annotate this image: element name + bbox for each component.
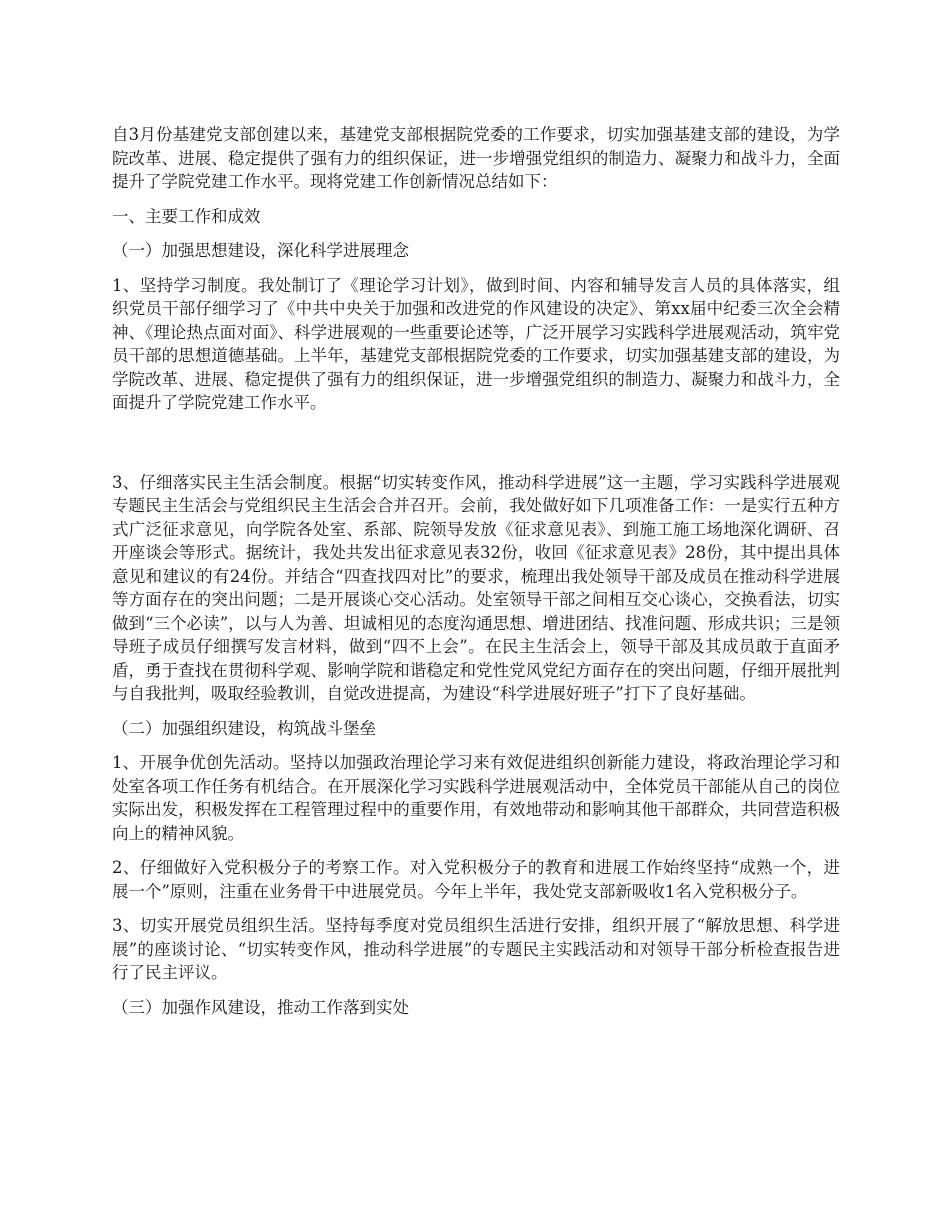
section-heading-main-work: 一、主要工作和成效 bbox=[112, 206, 261, 226]
paragraph-democratic-life: 3、仔细落实民主生活会制度。根据“切实转变作风，推动科学进展”这一主题，学习实践科学进展观专题民主生活会与党组织民主生活会合并召开。会前，我处做好如下几项准备工作：一是实行五种方式广泛征求意见，向学院各处室、系部、院领导发放《征求意见表》、到施工施工场地深化调研、召开座谈会等形式。据统计，我处共发出征求意见表32份，收回《征求意见表》28份，其中提出具体意见和建议的有24份。并结合“四查找四对比”的要求，梳理出我处领导干部及成员在推动科学进展等方面存在的突出问题；二是开展谈心交心活动。处室领导干部之间相互交心谈心，交换看法，切实做到“三个必读”，以与人为善、坦诚相见的态度沟通思想、增进团结、找准问题、形成共识；三是领导班子成员仔细撰写发言材料，做到“四不上会”。在民主生活会上，领导干部及其成员敢于直面矛盾，勇于查找在贯彻科学观、影响学院和谐稳定和党性党风党纪方面存在的突出问题，仔细开展批判与自我批判，吸取经验教训，自觉改进提高，为建设“科学进展好班子”打下了良好基础。 bbox=[112, 472, 840, 703]
paragraph-party-activists: 2、仔细做好入党积极分子的考察工作。对入党积极分子的教育和进展工作始终坚持“成熟一个，进展一个”原则，注重在业务骨干中进展党员。今年上半年，我处党支部新吸收1名入党积极分子。 bbox=[112, 858, 840, 901]
intro-paragraph: 自3月份基建党支部创建以来，基建党支部根据院党委的工作要求，切实加强基建支部的建设，为学院改革、进展、稳定提供了强有力的组织保证，进一步增强党组织的制造力、凝聚力和战斗力，全面提升了学院党建工作水平。现将党建工作创新情况总结如下： bbox=[112, 125, 840, 191]
subsection-heading-organization: （二）加强组织建设，构筑战斗堡垒 bbox=[112, 718, 376, 738]
paragraph-excellence-activity: 1、开展争优创先活动。坚持以加强政治理论学习来有效促进组织创新能力建设，将政治理论学习和处室各项工作任务有机结合。在开展深化学习实践科学进展观活动中，全体党员干部能从自己的岗位实际出发，积极发挥在工程管理过程中的重要作用，有效地带动和影响其他干部群众，共同营造积极向上的精神风貌。 bbox=[112, 753, 840, 843]
subsection-heading-work-style: （三）加强作风建设，推动工作落到实处 bbox=[112, 997, 409, 1017]
paragraph-organization-life: 3、切实开展党员组织生活。坚持每季度对党员组织生活进行安排，组织开展了“解放思想、科学进展”的座谈讨论、“切实转变作风，推动科学进展”的专题民主实践活动和对领导干部分析检查报告进行了民主评议。 bbox=[112, 916, 840, 982]
subsection-heading-ideology: （一）加强思想建设，深化科学进展理念 bbox=[112, 241, 409, 260]
paragraph-study-system: 1、坚持学习制度。我处制订了《理论学习计划》，做到时间、内容和辅导发言人员的具体落实，组织党员干部仔细学习了《中共中央关于加强和改进党的作风建设的决定》、第xx届中纪委三次全会精神、《理论热点面对面》、科学进展观的一些重要论述等，广泛开展学习实践科学进展观活动，筑牢党员干部的思想道德基础。上半年，基建党支部根据院党委的工作要求，切实加强基建支部的建设，为学院改革、进展、稳定提供了强有力的组织保证，进一步增强党组织的制造力、凝聚力和战斗力，全面提升了学院党建工作水平。 bbox=[112, 275, 840, 412]
document-body bbox=[112, 123, 840, 1030]
